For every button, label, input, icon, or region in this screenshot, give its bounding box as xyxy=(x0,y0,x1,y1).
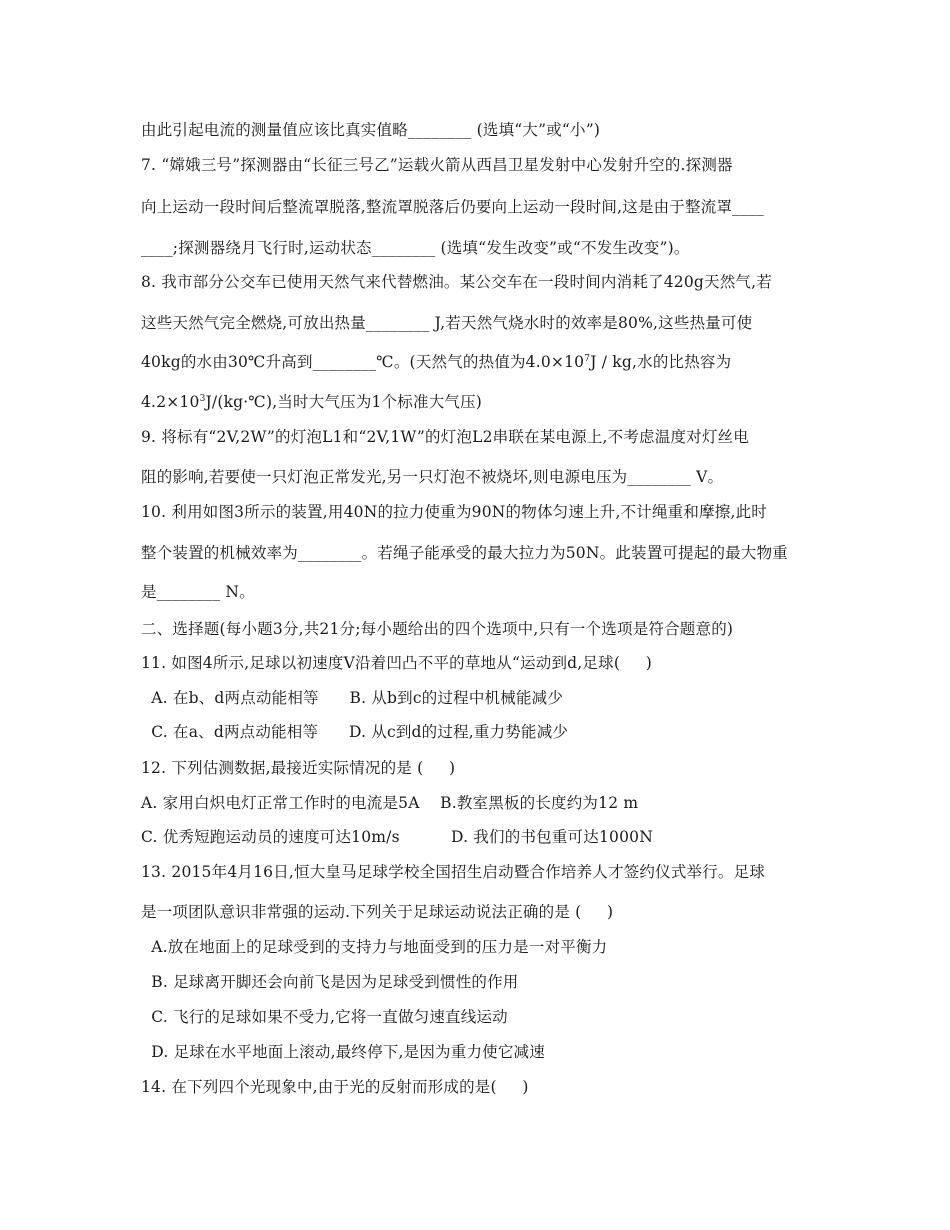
question-7-line-3: ____;探测器绕月飞行时,运动状态________ (选填“发生改变”或“不发生改变”)。 xyxy=(141,239,690,257)
question-11-stem: 11. 如图4所示,足球以初速度V沿着凹凸不平的草地从“运动到d,足球( ) xyxy=(141,654,652,672)
question-13-option-c: C. 飞行的足球如果不受力,它将一直做匀速直线运动 xyxy=(141,1008,508,1026)
question-12-options-cd: C. 优秀短跑运动员的速度可达10m/s D. 我们的书包重可达1000N xyxy=(141,828,653,846)
text-line: 由此引起电流的测量值应该比真实值略________ (选填“大”或“小”) xyxy=(141,121,601,139)
question-9-line-1: 9. 将标有“2V,2W”的灯泡L1和“2V,1W”的灯泡L2串联在某电源上,不考虑温度对灯丝电 xyxy=(141,428,749,446)
question-10-line-3: 是________ N。 xyxy=(141,583,255,601)
question-7-line-2: 向上运动一段时间后整流罩脱落,整流罩脱落后仍要向上运动一段时间,这是由于整流罩____ xyxy=(141,198,764,216)
question-7-line-1: 7. “嫦娥三号”探测器由“长征三号乙”运载火箭从西昌卫星发射中心发射升空的.探测器 xyxy=(141,156,733,174)
question-12-stem: 12. 下列估测数据,最接近实际情况的是 ( ) xyxy=(141,759,456,777)
question-8-line-1: 8. 我市部分公交车已使用天然气来代替燃油。某公交车在一段时间内消耗了420g天然气,若 xyxy=(141,273,772,291)
section-heading: 二、选择题(每小题3分,共21分;每小题给出的四个选项中,只有一个选项是符合题意的) xyxy=(141,620,734,638)
question-9-line-2: 阻的影响,若要使一只灯泡正常发光,另一只灯泡不被烧坏,则电源电压为________ V。 xyxy=(141,468,724,486)
question-8-line-4: $4.2\times 10^3J/(kg\cdot℃)$,当时大气压为1个标准大气压) xyxy=(141,393,483,411)
question-10-line-2: 整个装置的机械效率为________。若绳子能承受的最大拉力为50N。此装置可提起的最大物重 xyxy=(141,544,788,562)
question-11-options-cd: C. 在a、d两点动能相等 D. 从c到d的过程,重力势能减少 xyxy=(141,723,569,741)
question-14-stem: 14. 在下列四个光现象中,由于光的反射而形成的是( ) xyxy=(141,1078,529,1096)
question-13-option-a: A.放在地面上的足球受到的支持力与地面受到的压力是一对平衡力 xyxy=(141,938,608,956)
question-13-option-b: B. 足球离开脚还会向前飞是因为足球受到惯性的作用 xyxy=(141,973,519,991)
question-12-options-ab: A. 家用白炽电灯正常工作时的电流是5A B.教室黑板的长度约为12 m xyxy=(141,794,639,812)
question-8-line-2: 这些天然气完全燃烧,可放出热量________ J,若天然气烧水时的效率是80%,这些热量可使 xyxy=(141,314,753,332)
question-13-stem-2: 是一项团队意识非常强的运动.下列关于足球运动说法正确的是 ( ) xyxy=(141,903,614,921)
question-13-stem-1: 13. 2015年4月16日,恒大皇马足球学校全国招生启动暨合作培养人才签约仪式举行。足球 xyxy=(141,863,766,881)
question-13-option-d: D. 足球在水平地面上滚动,最终停下,是因为重力使它减速 xyxy=(141,1043,545,1061)
question-8-line-3: 40kg的水由30℃升高到________℃。(天然气的热值为$4.0\times 10^7J$ / kg,水的比热容为 xyxy=(141,353,732,371)
question-10-line-1: 10. 利用如图3所示的装置,用40N的拉力使重为90N的物体匀速上升,不计绳重和摩擦,此时 xyxy=(141,503,767,521)
question-11-options-ab: A. 在b、d两点动能相等 B. 从b到c的过程中机械能减少 xyxy=(141,689,564,707)
